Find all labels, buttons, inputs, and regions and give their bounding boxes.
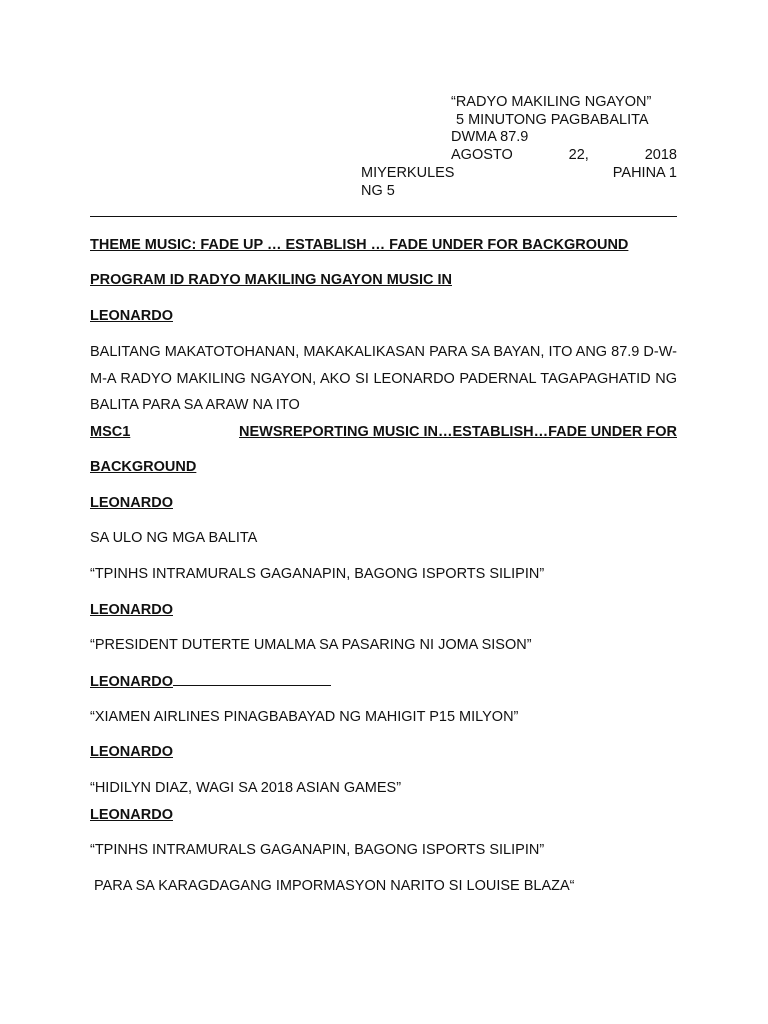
- headlines-intro: SA ULO NG MGA BALITA: [90, 530, 258, 546]
- station-id: DWMA 87.9: [451, 129, 529, 145]
- headline-2: “PRESIDENT DUTERTE UMALMA SA PASARING NI JOMA SISON”: [90, 637, 532, 653]
- program-id-cue: PROGRAM ID RADYO MAKILING NGAYON MUSIC IN: [90, 272, 452, 288]
- speaker-line-with-blank: [90, 673, 331, 690]
- speaker-label: LEONARDO: [90, 744, 173, 760]
- weekday: MIYERKULES: [361, 165, 455, 181]
- date-month: AGOSTO: [451, 147, 513, 163]
- headline-4: “HIDILYN DIAZ, WAGI SA 2018 ASIAN GAMES”: [90, 780, 402, 796]
- speaker-label: LEONARDO: [90, 674, 173, 690]
- speaker-label: LEONARDO: [90, 807, 173, 823]
- msc-cue-continued: BACKGROUND: [90, 459, 197, 475]
- theme-music-cue: THEME MUSIC: FADE UP … ESTABLISH … FADE UNDER FOR BACKGROUND: [90, 237, 629, 253]
- weekday-page-line: [361, 165, 677, 181]
- date-line: [451, 147, 677, 163]
- page-total: NG 5: [361, 183, 395, 199]
- speaker-label: LEONARDO: [90, 495, 173, 511]
- msc-code: MSC1: [90, 424, 131, 440]
- date-day: 22,: [568, 147, 589, 163]
- blank-underline: [173, 673, 331, 686]
- speaker-label: LEONARDO: [90, 308, 173, 324]
- headline-5: “TPINHS INTRAMURALS GAGANAPIN, BAGONG ISPORTS SILIPIN”: [90, 842, 545, 858]
- page-label: PAHINA 1: [612, 165, 677, 181]
- program-name: “RADYO MAKILING NGAYON”: [451, 94, 652, 110]
- closing-line: PARA SA KARAGDAGANG IMPORMASYON NARITO SI LOUISE BLAZA“: [94, 878, 575, 894]
- speaker-label: LEONARDO: [90, 602, 173, 618]
- header-divider: [90, 216, 677, 217]
- date-year: 2018: [644, 147, 677, 163]
- segment-title: 5 MINUTONG PAGBABALITA: [456, 112, 649, 128]
- msc-cue: NEWSREPORTING MUSIC IN…ESTABLISH…FADE UNDER FOR: [239, 424, 677, 440]
- intro-paragraph: BALITANG MAKATOTOHANAN, MAKAKALIKASAN PARA SA BAYAN, ITO ANG 87.9 D-W-M-A RADYO MAKILING NGAYON, AKO SI LEONARDO PADERNAL TAGAPAGHATID NG BALITA PARA SA ARAW NA ITO: [90, 344, 677, 413]
- headline-1: “TPINHS INTRAMURALS GAGANAPIN, BAGONG ISPORTS SILIPIN”: [90, 566, 545, 582]
- msc-cue-line: [90, 424, 677, 440]
- headline-3: “XIAMEN AIRLINES PINAGBABAYAD NG MAHIGIT P15 MILYON”: [90, 709, 519, 725]
